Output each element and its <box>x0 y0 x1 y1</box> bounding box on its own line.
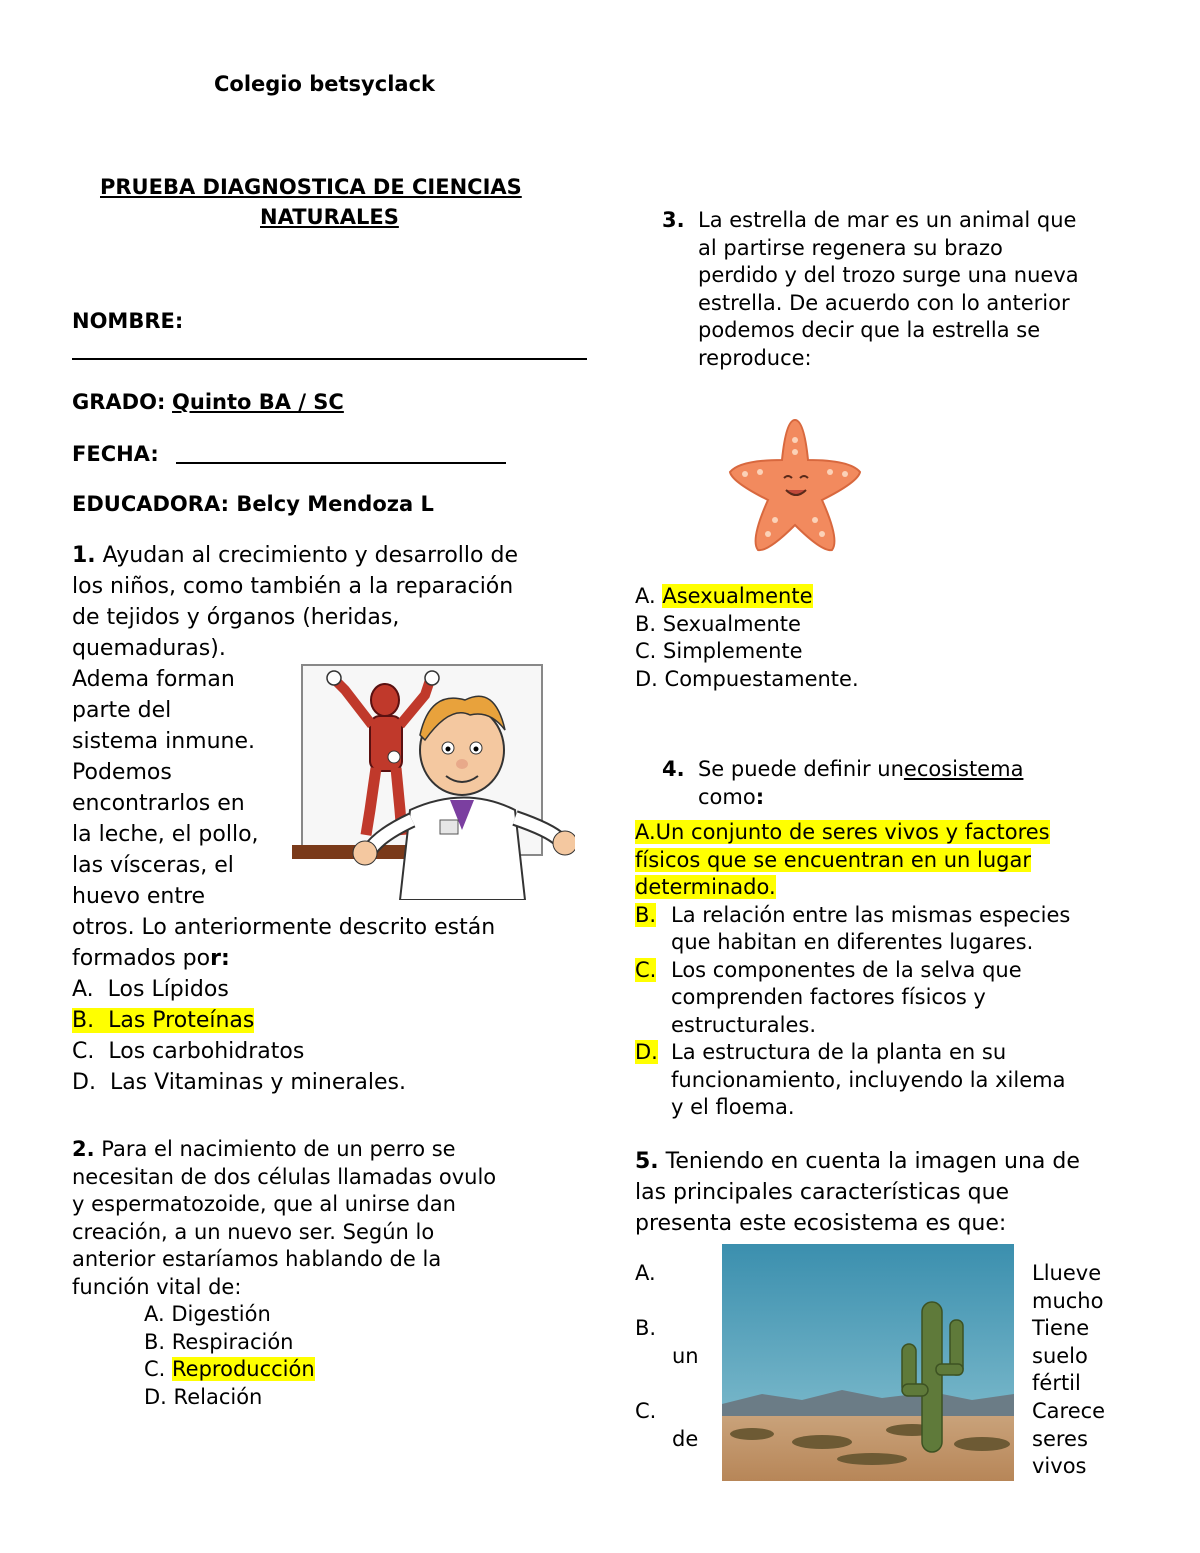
exam-title-line1: PRUEBA DIAGNOSTICA DE CIENCIAS <box>100 175 522 199</box>
q5-number: 5. <box>635 1149 659 1174</box>
q5-option-word: Carece <box>1032 1399 1106 1423</box>
q5-option-b-letter[interactable]: B. <box>635 1316 657 1340</box>
q1-line: las vísceras, el <box>72 853 234 878</box>
q5-option-word: Tiene <box>1032 1316 1090 1340</box>
q5-option-c-word: de <box>672 1427 699 1451</box>
q3-line: perdido y del trozo surge una nueva <box>698 263 1079 287</box>
q1-number: 1. <box>72 543 96 568</box>
nombre-label: NOMBRE: <box>72 309 184 333</box>
q5-line: Teniendo en cuenta la imagen una de <box>665 1149 1080 1174</box>
question-5 <box>635 1146 1135 1239</box>
q4-option-c[interactable]: C. Los componentes de la selva que comprenden factores físicos y estructurales. <box>635 957 1022 1037</box>
q2-option-d[interactable]: D. Relación <box>144 1384 263 1409</box>
q4-options <box>635 819 1135 1122</box>
q1-line: encontrarlos en <box>72 791 245 816</box>
fecha-label: FECHA: <box>72 442 159 466</box>
q5-option-word: Llueve <box>1032 1261 1102 1285</box>
scientist-illustration <box>290 660 575 900</box>
q2-number: 2. <box>72 1137 95 1161</box>
q1-option-d[interactable]: D. Las Vitaminas y minerales. <box>72 1070 407 1095</box>
q2-line: función vital de: <box>72 1274 242 1299</box>
q2-line: Para el nacimiento de un perro se <box>101 1137 456 1161</box>
q5-option-word: fértil <box>1032 1371 1081 1395</box>
q3-option-d[interactable]: D. Compuestamente. <box>635 666 859 691</box>
q5-option-c-letter[interactable]: C. <box>635 1399 657 1423</box>
q1-line-end: r: <box>210 946 230 971</box>
q1-line: huevo entre <box>72 884 206 909</box>
question-3 <box>662 207 1142 372</box>
grado-value: Quinto BA / SC <box>172 390 344 414</box>
q1-option-b[interactable]: B. Las Proteínas <box>72 1008 255 1033</box>
q1-option-a[interactable]: A. Los Lípidos <box>72 977 229 1002</box>
q4-option-a[interactable]: A.Un conjunto de seres vivos y factores físicos que se encuentran en un lugar determinado. <box>635 820 1050 899</box>
q3-line: estrella. De acuerdo con lo anterior <box>698 290 1070 315</box>
q1-line: formados po <box>72 946 211 971</box>
q3-options <box>635 583 859 693</box>
q2-option-a[interactable]: A. Digestión <box>144 1302 271 1326</box>
q5-line: presenta este ecosistema es que: <box>635 1211 1007 1236</box>
q3-option-c[interactable]: C. Simplemente <box>635 639 803 663</box>
educadora-label: EDUCADORA: <box>72 492 229 516</box>
q4-stem-term: ecosistema <box>903 757 1024 781</box>
q4-option-b[interactable]: B. La relación entre las mismas especies que habitan en diferentes lugares. <box>635 902 1071 954</box>
q5-option-b-word: un <box>672 1344 699 1368</box>
educadora-row <box>72 492 434 516</box>
q5-option-word: seres <box>1032 1427 1088 1451</box>
q1-line: la leche, el pollo, <box>72 822 259 847</box>
q5-option-word: mucho <box>1032 1289 1104 1313</box>
q1-line: Ayudan al crecimiento y desarrollo de <box>102 543 518 568</box>
q3-line: al partirse regenera su brazo <box>698 235 1003 260</box>
q5-option-word: suelo <box>1032 1344 1088 1368</box>
grado-row <box>72 390 344 414</box>
q2-line: anterior estaríamos hablando de la <box>72 1247 442 1271</box>
school-name: Colegio betsyclack <box>214 72 435 96</box>
q3-line: reproduce: <box>698 345 812 370</box>
q1-line: Adema forman <box>72 667 235 692</box>
q2-option-b[interactable]: B. Respiración <box>144 1329 294 1354</box>
q3-option-a[interactable]: A. Asexualmente <box>635 584 813 608</box>
q4-number: 4. <box>662 757 685 781</box>
q5-option-a-letter[interactable]: A. <box>635 1261 656 1285</box>
q2-option-c[interactable]: C. Reproducción <box>144 1357 315 1381</box>
q2-line: y espermatozoide, que al unirse dan <box>72 1192 456 1216</box>
q1-line: sistema inmune. <box>72 729 256 754</box>
q1-line: los niños, como también a la reparación <box>72 574 514 599</box>
q1-line: quemaduras). <box>72 636 226 661</box>
q4-option-d[interactable]: D. La estructura de la planta en su funcionamiento, incluyendo la xilema y el floema. <box>635 1040 1066 1119</box>
q2-line: necesitan de dos células llamadas ovulo <box>72 1164 497 1189</box>
q4-stem-line2: como <box>698 784 756 809</box>
educadora-value: Belcy Mendoza L <box>236 492 434 516</box>
q1-line: parte del <box>72 698 172 723</box>
question-2 <box>72 1136 572 1411</box>
q1-option-c[interactable]: C. Los carbohidratos <box>72 1039 305 1064</box>
q3-line: La estrella de mar es un animal que <box>698 208 1077 232</box>
q5-line: las principales características que <box>635 1180 1010 1205</box>
q5-option-word: vivos <box>1032 1454 1087 1478</box>
desert-cactus-image <box>722 1244 1014 1481</box>
nombre-field-line[interactable] <box>72 358 587 360</box>
q1-line: otros. Lo anteriormente descrito están <box>72 915 496 940</box>
q2-line: creación, a un nuevo ser. Según lo <box>72 1219 435 1244</box>
fecha-field-line[interactable] <box>176 462 506 464</box>
q3-line: podemos decir que la estrella se <box>698 318 1041 342</box>
question-4: 4. Se puede definir unecosistema como: <box>662 757 1024 809</box>
q3-number: 3. <box>662 208 685 232</box>
q1-line: Podemos <box>72 760 172 785</box>
q3-option-b[interactable]: B. Sexualmente <box>635 611 801 636</box>
q1-line: de tejidos y órganos (heridas, <box>72 605 400 630</box>
q4-stem: Se puede definir un <box>697 757 904 781</box>
grado-label: GRADO: <box>72 390 166 414</box>
exam-title-line2: NATURALES <box>260 205 399 229</box>
starfish-illustration <box>700 400 890 580</box>
